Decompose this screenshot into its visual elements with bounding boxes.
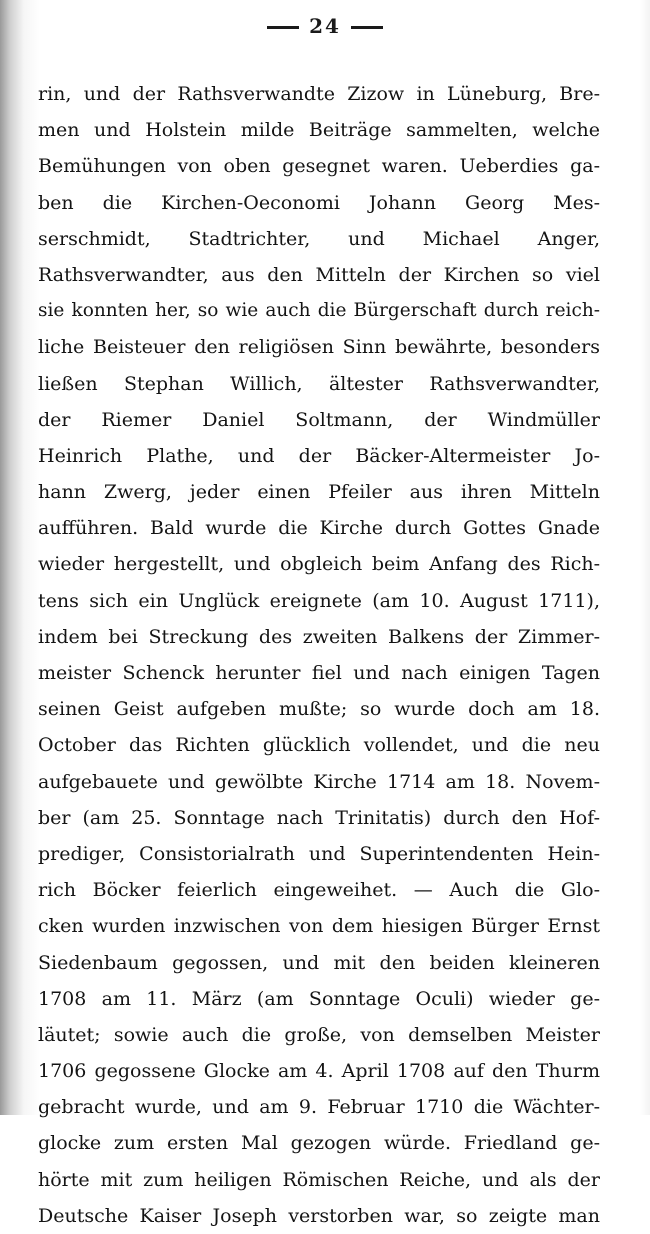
text-line: prediger, Consistorialrath und Superintendenten Hein- (38, 842, 600, 865)
text-line: rich Böcker feierlich eingeweihet. — Auch die Glo- (38, 879, 600, 902)
header-dash-left (267, 26, 299, 29)
text-line: aufgebauete und gewölbte Kirche 1714 am 18. Novem- (38, 770, 600, 793)
text-line: 1708 am 11. März (am Sonntage Oculi) wieder ge- (38, 987, 600, 1010)
text-line: läutet; sowie auch die große, von demselben Meister (38, 1023, 600, 1046)
text-line: 1706 gegossene Glocke am 4. April 1708 auf den Thurm (38, 1060, 600, 1083)
text-line: tens sich ein Unglück ereignete (am 10. August 1711), (38, 589, 600, 612)
text-line: glocke zum ersten Mal gezogen würde. Friedland ge- (38, 1132, 600, 1155)
text-line: Heinrich Plathe, und der Bäcker-Altermeister Jo- (38, 444, 600, 467)
text-line: gebracht wurde, und am 9. Februar 1710 die Wächter- (38, 1096, 600, 1119)
text-line: meister Schenck herunter fiel und nach einigen Tagen (38, 662, 600, 684)
text-line: cken wurden inzwischen von dem hiesigen Bürger Ernst (38, 915, 600, 938)
text-line: indem bei Streckung des zweiten Balkens der Zimmer- (38, 625, 600, 648)
text-line: Rathsverwandter, aus den Mitteln der Kirchen so viel (38, 263, 600, 286)
text-line: men und Holstein milde Beiträge sammelten, welche (38, 119, 600, 142)
header-dash-right (351, 26, 383, 29)
text-line: liche Beisteuer den religiösen Sinn bewährte, besonders (38, 336, 600, 359)
text-line: wieder hergestellt, und obgleich beim Anfang des Rich- (38, 553, 600, 576)
page-number: 24 (309, 14, 341, 38)
page-header (0, 14, 650, 38)
text-line: ben die Kirchen-Oeconomi Johann Georg Mes- (38, 191, 600, 214)
text-line: ber (am 25. Sonntage nach Trinitatis) durch den Hof- (38, 806, 600, 829)
text-line: aufführen. Bald wurde die Kirche durch Gottes Gnade (38, 517, 600, 540)
text-line: Siedenbaum gegossen, und mit den beiden kleineren (38, 951, 600, 974)
text-line: October das Richten glücklich vollendet, und die neu (38, 734, 600, 757)
text-line: hörte mit zum heiligen Römischen Reiche, und als der (38, 1168, 600, 1191)
text-line: der Riemer Daniel Soltmann, der Windmüller (38, 408, 600, 431)
text-line: serschmidt, Stadtrichter, und Michael Anger, (38, 227, 600, 250)
text-line: sie konnten her, so wie auch die Bürgerschaft durch reich- (38, 300, 600, 322)
page-body-text (38, 76, 600, 1234)
text-line: hann Zwerg, jeder einen Pfeiler aus ihren Mitteln (38, 481, 600, 504)
text-line: Deutsche Kaiser Joseph verstorben war, so zeigte man (38, 1204, 600, 1227)
text-line: seinen Geist aufgeben mußte; so wurde doch am 18. (38, 698, 600, 721)
text-line: Bemühungen von oben gesegnet waren. Ueberdies ga- (38, 155, 600, 178)
text-line: rin, und der Rathsverwandte Zizow in Lüneburg, Bre- (38, 83, 600, 105)
text-line: ließen Stephan Willich, ältester Rathsverwandter, (38, 372, 600, 395)
